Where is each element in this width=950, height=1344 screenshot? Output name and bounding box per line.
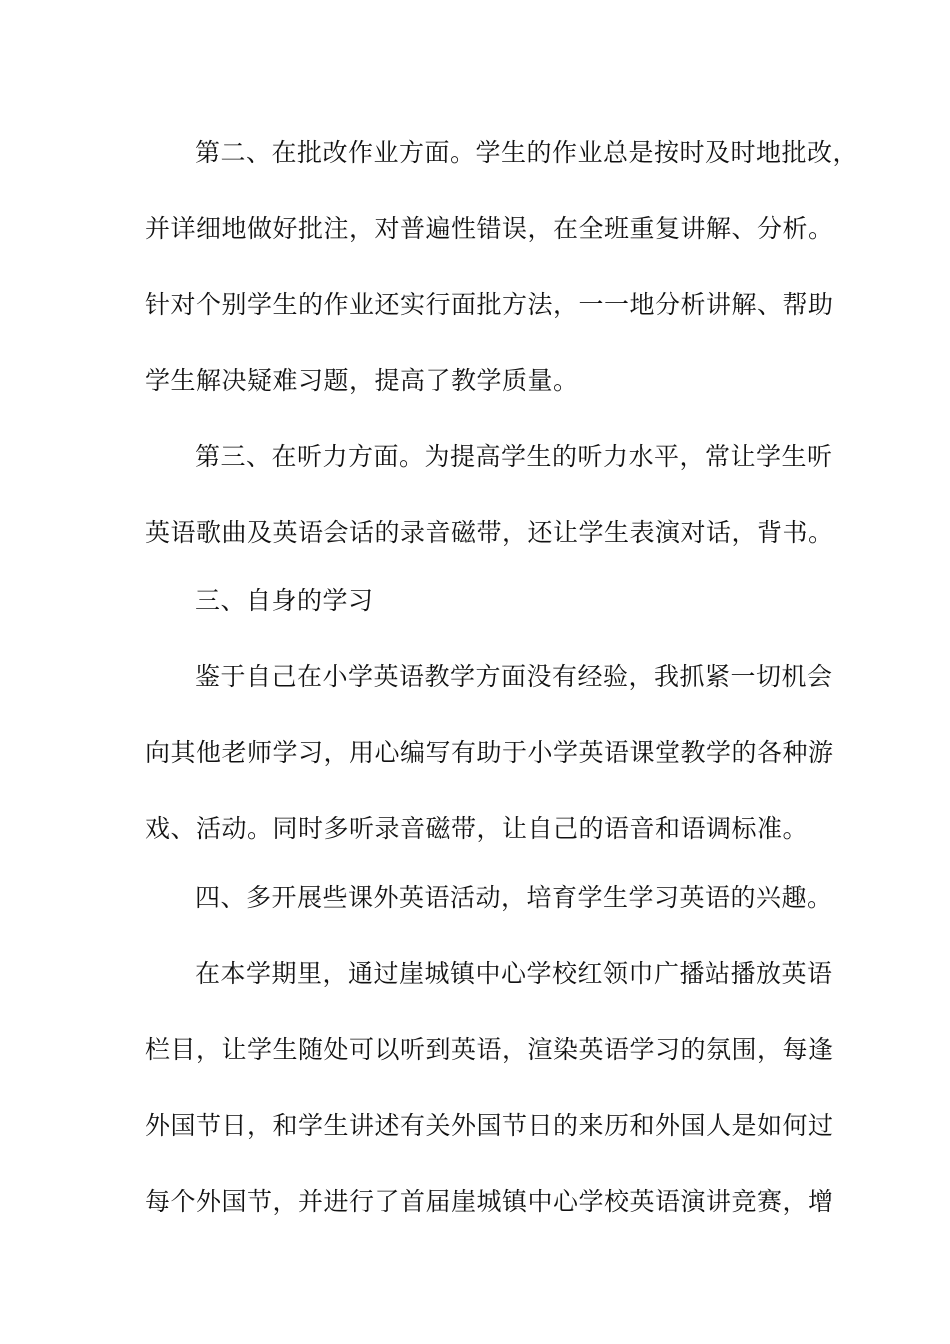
- paragraph-line: 向其他老师学习，用心编写有助于小学英语课堂教学的各种游: [145, 738, 834, 767]
- section-heading: 四、多开展些课外英语活动，培育学生学习英语的兴趣。: [195, 883, 833, 912]
- paragraph-line: 英语歌曲及英语会话的录音磁带，还让学生表演对话，背书。: [145, 518, 834, 547]
- paragraph-line: 戏、活动。同时多听录音磁带，让自己的语音和语调标准。: [145, 814, 809, 843]
- paragraph-line: 每个外国节，并进行了首届崖城镇中心学校英语演讲竞赛，增: [145, 1187, 834, 1216]
- paragraph-line: 针对个别学生的作业还实行面批方法，一一地分析讲解、帮助: [145, 290, 834, 319]
- paragraph-line: 外国节日，和学生讲述有关外国节日的来历和外国人是如何过: [145, 1111, 834, 1140]
- paragraph-line: 鉴于自己在小学英语教学方面没有经验，我抓紧一切机会: [195, 662, 833, 691]
- paragraph-line: 第二、在批改作业方面。学生的作业总是按时及时地批改，: [195, 138, 859, 167]
- paragraph-line: 第三、在听力方面。为提高学生的听力水平，常让学生听: [195, 442, 833, 471]
- paragraph-line: 并详细地做好批注，对普遍性错误，在全班重复讲解、分析。: [145, 214, 834, 243]
- paragraph-line: 栏目，让学生随处可以听到英语，渲染英语学习的氛围，每逢: [145, 1035, 834, 1064]
- paragraph-line: 在本学期里，通过崖城镇中心学校红领巾广播站播放英语: [195, 959, 833, 988]
- paragraph-line: 学生解决疑难习题，提高了教学质量。: [145, 366, 579, 395]
- section-heading: 三、自身的学习: [195, 586, 374, 615]
